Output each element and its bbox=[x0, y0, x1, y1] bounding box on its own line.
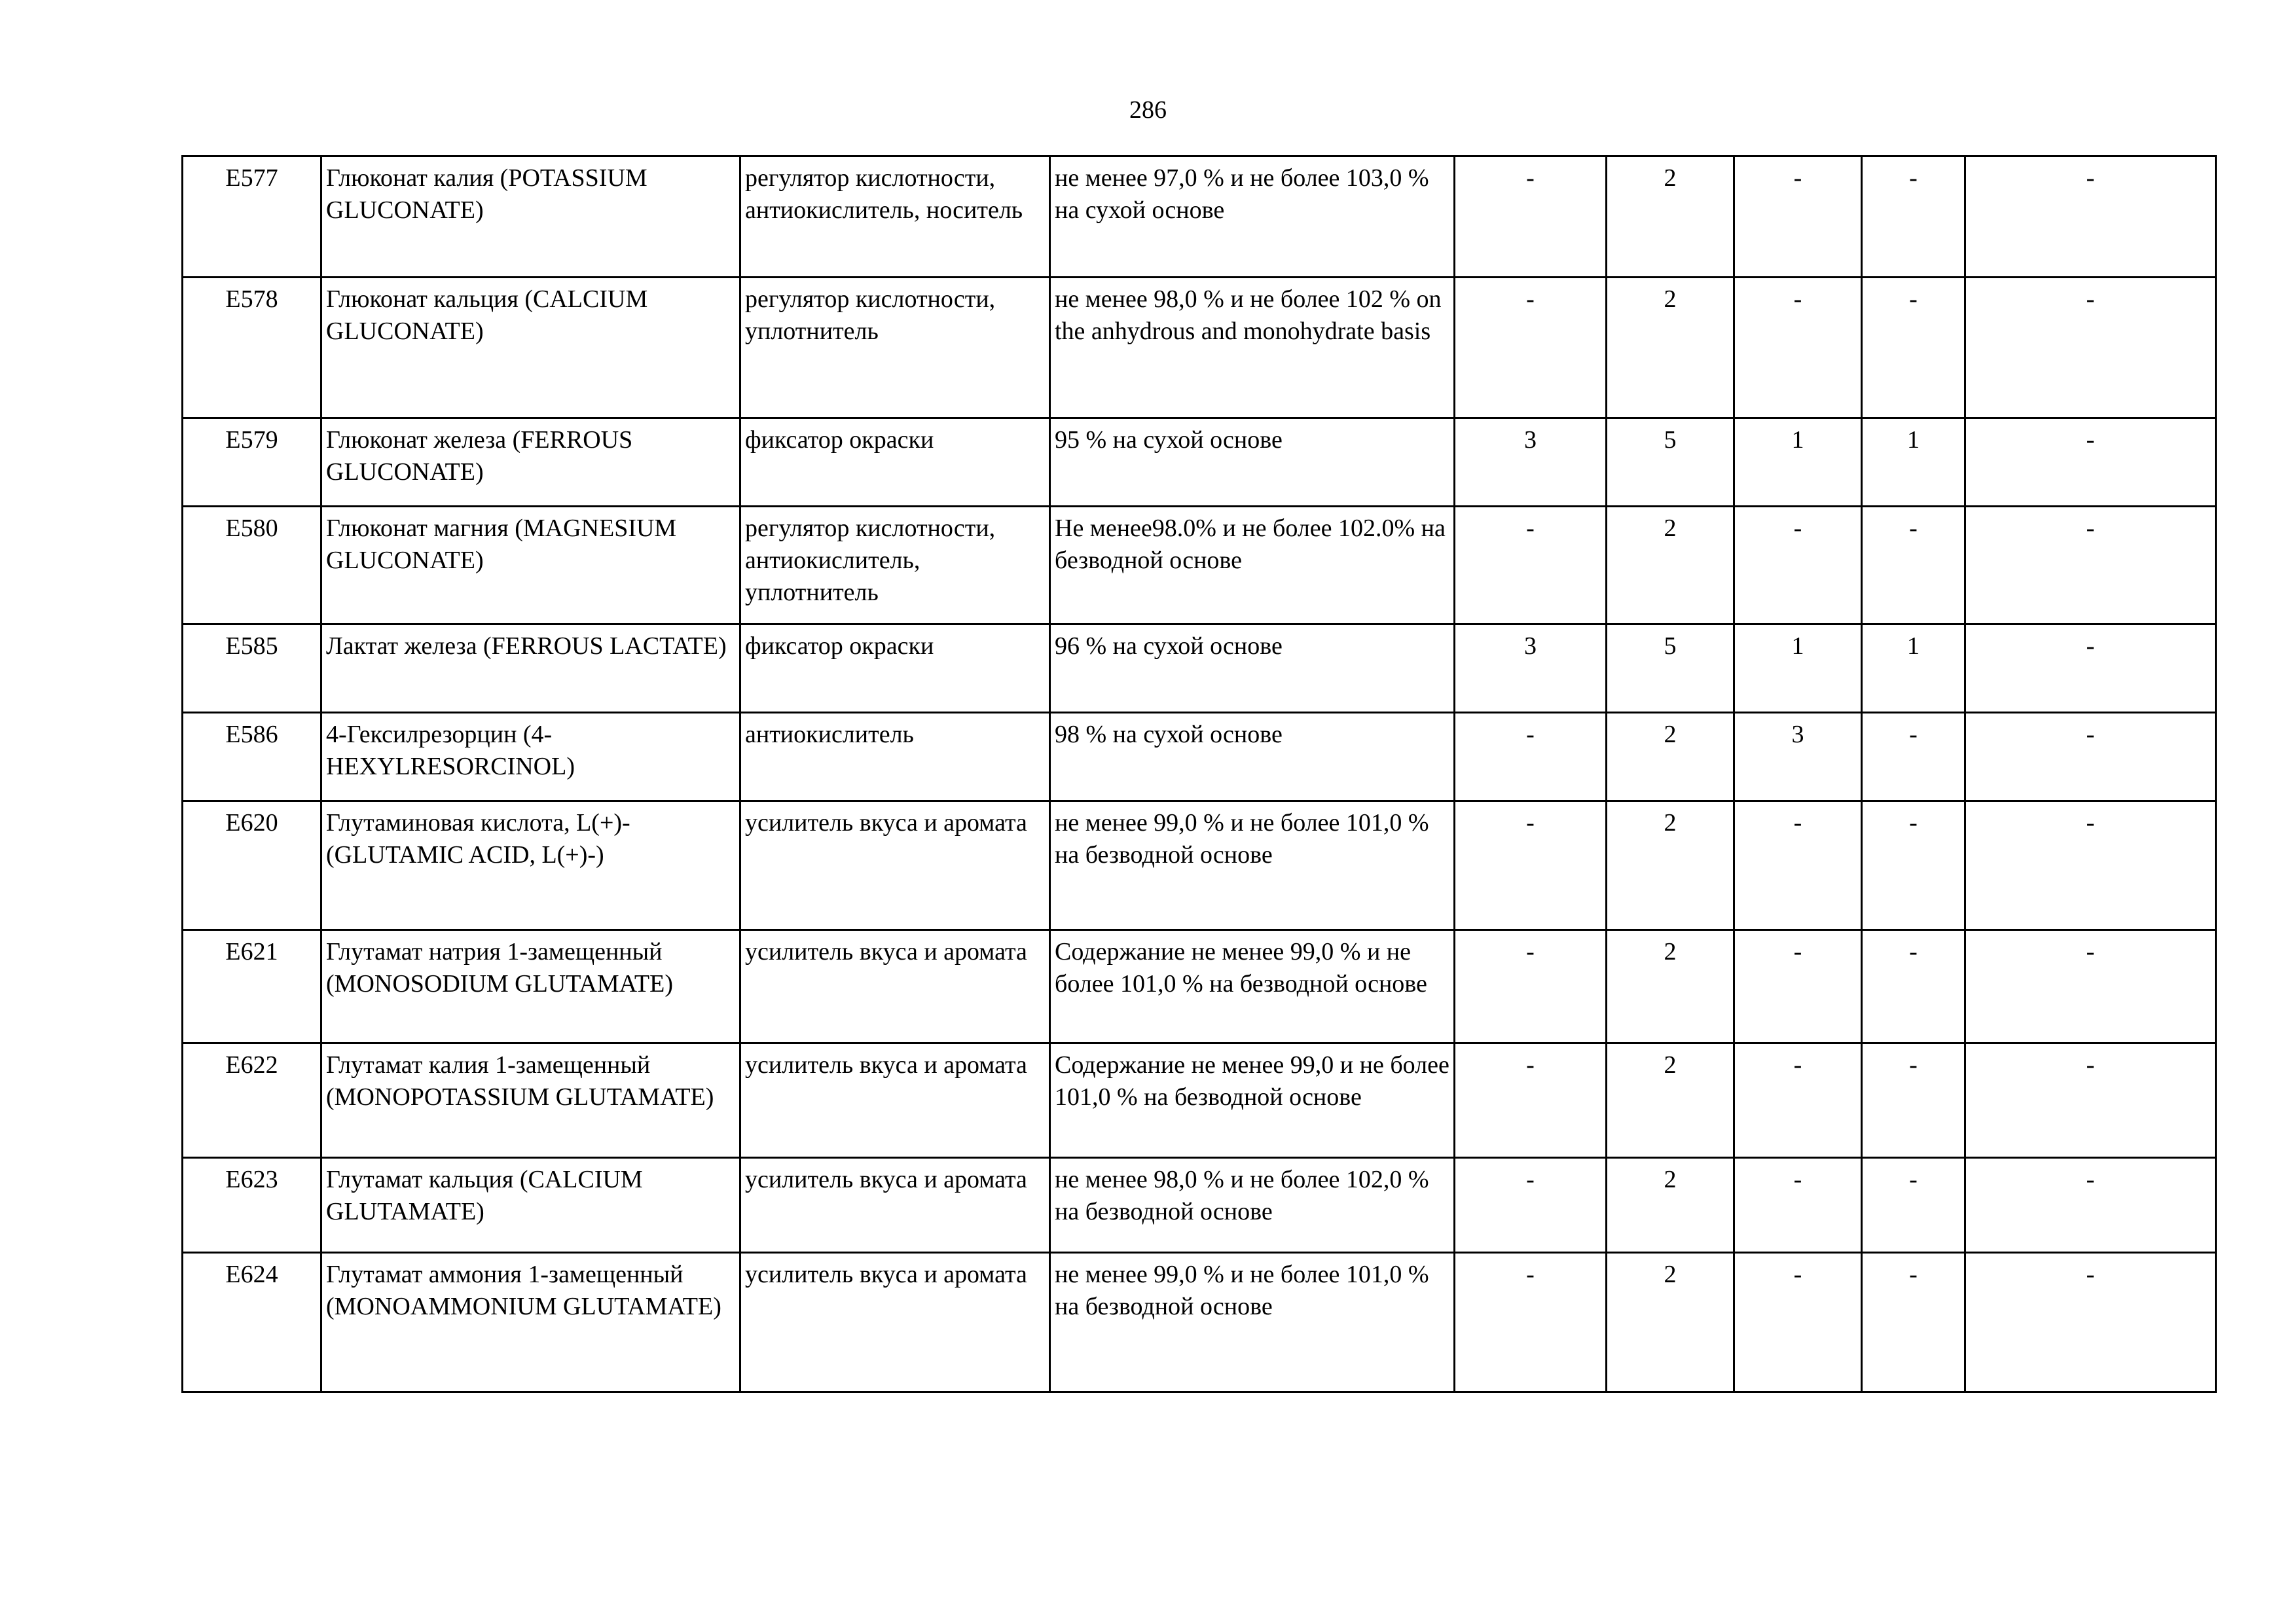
cell-col9: - bbox=[1965, 418, 2216, 507]
cell-col5: - bbox=[1455, 1043, 1607, 1158]
cell-name: 4-Гексилрезорцин (4-HEXYLRESORCINOL) bbox=[321, 713, 740, 801]
cell-function: регулятор кислотности, антиокислитель, уплотнитель bbox=[740, 507, 1050, 624]
table-row bbox=[183, 1253, 2216, 1392]
cell-col5: - bbox=[1455, 1158, 1607, 1253]
cell-col6: 2 bbox=[1607, 278, 1734, 418]
cell-purity: не менее 98,0 % и не более 102,0 % на безводной основе bbox=[1050, 1158, 1455, 1253]
cell-col9: - bbox=[1965, 1043, 2216, 1158]
cell-function: усилитель вкуса и аромата bbox=[740, 1253, 1050, 1392]
cell-code: E577 bbox=[183, 156, 321, 278]
cell-purity: 96 % на сухой основе bbox=[1050, 624, 1455, 713]
cell-col8: - bbox=[1862, 156, 1965, 278]
cell-function: усилитель вкуса и аромата bbox=[740, 801, 1050, 930]
cell-col6: 2 bbox=[1607, 1043, 1734, 1158]
cell-code: E586 bbox=[183, 713, 321, 801]
cell-purity: Содержание не менее 99,0 и не более 101,0 % на безводной основе bbox=[1050, 1043, 1455, 1158]
cell-function: усилитель вкуса и аромата bbox=[740, 1043, 1050, 1158]
cell-code: E580 bbox=[183, 507, 321, 624]
cell-col5: - bbox=[1455, 507, 1607, 624]
cell-function: усилитель вкуса и аромата bbox=[740, 930, 1050, 1043]
cell-name: Глутамат аммония 1-замещенный (MONOAMMONIUM GLUTAMATE) bbox=[321, 1253, 740, 1392]
cell-col7: - bbox=[1734, 1253, 1862, 1392]
table-row bbox=[183, 713, 2216, 801]
cell-col5: - bbox=[1455, 156, 1607, 278]
table-row bbox=[183, 1158, 2216, 1253]
cell-col9: - bbox=[1965, 278, 2216, 418]
cell-col8: 1 bbox=[1862, 624, 1965, 713]
cell-name: Глюконат железа (FERROUS GLUCONATE) bbox=[321, 418, 740, 507]
cell-code: E579 bbox=[183, 418, 321, 507]
cell-purity: не менее 97,0 % и не более 103,0 % на сухой основе bbox=[1050, 156, 1455, 278]
cell-function: антиокислитель bbox=[740, 713, 1050, 801]
cell-col5: - bbox=[1455, 801, 1607, 930]
cell-col6: 5 bbox=[1607, 418, 1734, 507]
cell-col9: - bbox=[1965, 624, 2216, 713]
cell-col6: 5 bbox=[1607, 624, 1734, 713]
cell-code: E585 bbox=[183, 624, 321, 713]
page-number: 286 bbox=[1129, 96, 1167, 124]
cell-purity: Содержание не менее 99,0 % и не более 101,0 % на безводной основе bbox=[1050, 930, 1455, 1043]
cell-col6: 2 bbox=[1607, 930, 1734, 1043]
cell-col8: - bbox=[1862, 278, 1965, 418]
cell-col6: 2 bbox=[1607, 713, 1734, 801]
cell-col8: - bbox=[1862, 713, 1965, 801]
cell-col5: - bbox=[1455, 1253, 1607, 1392]
cell-col8: - bbox=[1862, 1158, 1965, 1253]
cell-col8: - bbox=[1862, 1253, 1965, 1392]
cell-col5: - bbox=[1455, 278, 1607, 418]
cell-code: E621 bbox=[183, 930, 321, 1043]
cell-name: Глюконат калия (POTASSIUM GLUCONATE) bbox=[321, 156, 740, 278]
cell-col9: - bbox=[1965, 507, 2216, 624]
cell-name: Глюконат магния (MAGNESIUM GLUCONATE) bbox=[321, 507, 740, 624]
cell-col9: - bbox=[1965, 801, 2216, 930]
table-row bbox=[183, 930, 2216, 1043]
table-row bbox=[183, 507, 2216, 624]
table-row bbox=[183, 278, 2216, 418]
cell-col6: 2 bbox=[1607, 156, 1734, 278]
cell-name: Глутаминовая кислота, L(+)- (GLUTAMIC ACID, L(+)-) bbox=[321, 801, 740, 930]
cell-code: E620 bbox=[183, 801, 321, 930]
table-row bbox=[183, 156, 2216, 278]
cell-col8: 1 bbox=[1862, 418, 1965, 507]
cell-col8: - bbox=[1862, 1043, 1965, 1158]
cell-code: E624 bbox=[183, 1253, 321, 1392]
cell-col7: - bbox=[1734, 507, 1862, 624]
cell-name: Глутамат кальция (CALCIUM GLUTAMATE) bbox=[321, 1158, 740, 1253]
cell-col7: - bbox=[1734, 930, 1862, 1043]
cell-name: Глюконат кальция (CALCIUM GLUCONATE) bbox=[321, 278, 740, 418]
cell-purity: 95 % на сухой основе bbox=[1050, 418, 1455, 507]
cell-code: E623 bbox=[183, 1158, 321, 1253]
cell-name: Лактат железа (FERROUS LACTATE) bbox=[321, 624, 740, 713]
cell-col7: - bbox=[1734, 156, 1862, 278]
cell-col7: - bbox=[1734, 1043, 1862, 1158]
cell-purity: 98 % на сухой основе bbox=[1050, 713, 1455, 801]
cell-function: усилитель вкуса и аромата bbox=[740, 1158, 1050, 1253]
table-row bbox=[183, 1043, 2216, 1158]
cell-purity: не менее 99,0 % и не более 101,0 % на безводной основе bbox=[1050, 801, 1455, 930]
additives-table bbox=[181, 155, 2217, 1393]
cell-col9: - bbox=[1965, 1253, 2216, 1392]
cell-col7: - bbox=[1734, 278, 1862, 418]
cell-function: фиксатор окраски bbox=[740, 624, 1050, 713]
cell-col7: - bbox=[1734, 801, 1862, 930]
cell-col6: 2 bbox=[1607, 507, 1734, 624]
cell-col5: - bbox=[1455, 713, 1607, 801]
cell-col5: 3 bbox=[1455, 418, 1607, 507]
cell-col6: 2 bbox=[1607, 801, 1734, 930]
table-body bbox=[183, 156, 2216, 1392]
cell-code: E578 bbox=[183, 278, 321, 418]
cell-col5: - bbox=[1455, 930, 1607, 1043]
cell-function: регулятор кислотности, антиокислитель, носитель bbox=[740, 156, 1050, 278]
cell-col6: 2 bbox=[1607, 1253, 1734, 1392]
cell-col8: - bbox=[1862, 507, 1965, 624]
cell-col8: - bbox=[1862, 801, 1965, 930]
cell-col7: - bbox=[1734, 1158, 1862, 1253]
cell-col6: 2 bbox=[1607, 1158, 1734, 1253]
table-row bbox=[183, 624, 2216, 713]
table-row bbox=[183, 418, 2216, 507]
cell-function: регулятор кислотности, уплотнитель bbox=[740, 278, 1050, 418]
cell-function: фиксатор окраски bbox=[740, 418, 1050, 507]
cell-col9: - bbox=[1965, 713, 2216, 801]
cell-code: E622 bbox=[183, 1043, 321, 1158]
cell-col5: 3 bbox=[1455, 624, 1607, 713]
cell-purity: Не менее98.0% и не более 102.0% на безводной основе bbox=[1050, 507, 1455, 624]
cell-col9: - bbox=[1965, 156, 2216, 278]
cell-col9: - bbox=[1965, 1158, 2216, 1253]
cell-purity: не менее 98,0 % и не более 102 % on the anhydrous and monohydrate basis bbox=[1050, 278, 1455, 418]
cell-col7: 3 bbox=[1734, 713, 1862, 801]
cell-name: Глутамат натрия 1-замещенный (MONOSODIUM GLUTAMATE) bbox=[321, 930, 740, 1043]
table-row bbox=[183, 801, 2216, 930]
cell-col8: - bbox=[1862, 930, 1965, 1043]
cell-name: Глутамат калия 1-замещенный (MONOPOTASSIUM GLUTAMATE) bbox=[321, 1043, 740, 1158]
cell-col9: - bbox=[1965, 930, 2216, 1043]
cell-col7: 1 bbox=[1734, 624, 1862, 713]
cell-col7: 1 bbox=[1734, 418, 1862, 507]
cell-purity: не менее 99,0 % и не более 101,0 % на безводной основе bbox=[1050, 1253, 1455, 1392]
